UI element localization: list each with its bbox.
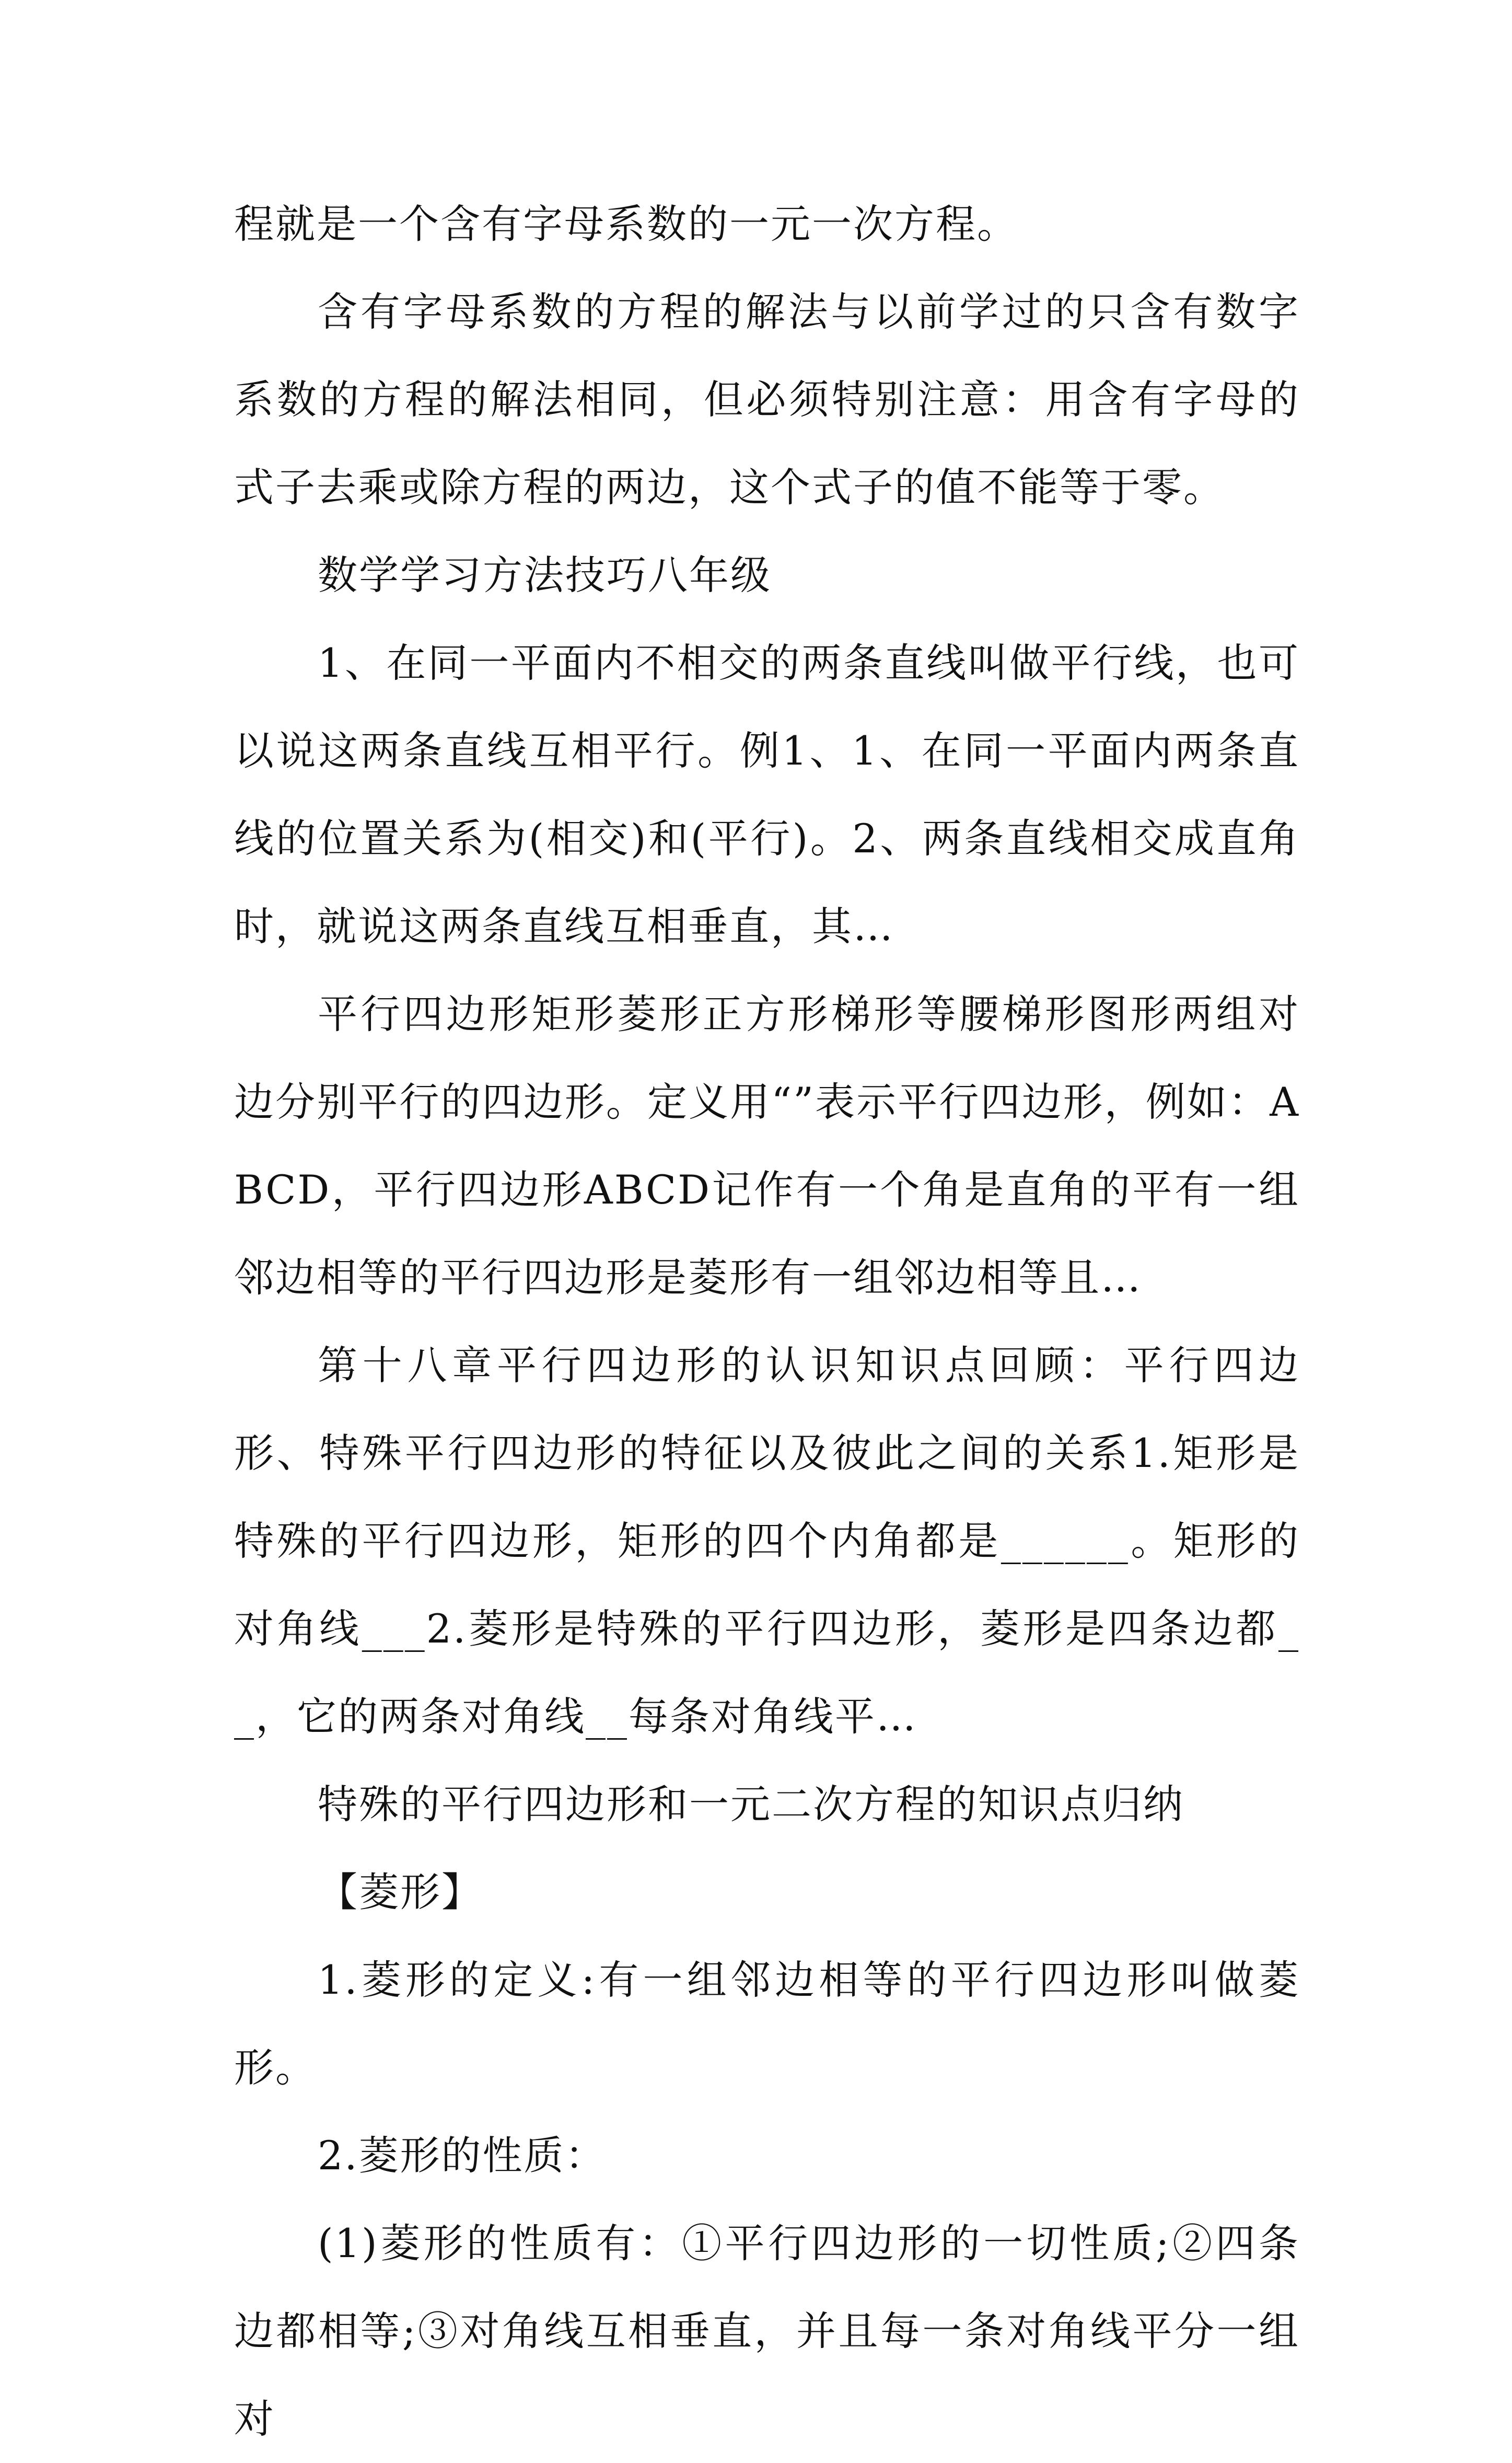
paragraph-2: 含有字母系数的方程的解法与以前学过的只含有数字系数的方程的解法相同，但必须特别注意：用含有字母的式子去乘或除方程的两边，这个式子的值不能等于零。	[234, 288, 1300, 511]
list-item-1: 1.菱形的定义:有一组邻边相等的平行四边形叫做菱形。	[234, 1957, 1300, 2091]
paragraph-5: 第十八章平行四边形的认识知识点回顾：平行四边形、特殊平行四边形的特征以及彼此之间的关系1.矩形是特殊的平行四边形，矩形的四个内角都是______。矩形的对角线___2.菱形是特殊的平行四边形，菱形是四条边都__，它的两条对角线__每条对角线平…	[234, 1342, 1300, 1740]
section-heading-math-methods: 数学学习方法技巧八年级	[318, 552, 772, 598]
document-body	[234, 180, 1300, 2463]
paragraph-4: 平行四边形矩形菱形正方形梯形等腰梯形图形两组对边分别平行的四边形。定义用“”表示平行四边形，例如：ABCD，平行四边形ABCD记作有一个角是直角的平有一组邻边相等的平行四边形是菱形有一组邻边相等且…	[234, 991, 1300, 1301]
section-heading-summary: 特殊的平行四边形和一元二次方程的知识点归纳	[318, 1781, 1184, 1828]
paragraph-3: 1、在同一平面内不相交的两条直线叫做平行线，也可以说这两条直线互相平行。例1、1、在同一平面内两条直线的位置关系为(相交)和(平行)。2、两条直线相交成直角时，就说这两条直线互相垂直，其…	[234, 640, 1300, 950]
list-item-2: 2.菱形的性质：	[318, 2132, 607, 2179]
paragraph-1: 程就是一个含有字母系数的一元一次方程。	[234, 201, 1018, 247]
list-item-2-1: (1)菱形的性质有：①平行四边形的一切性质;②四条边都相等;③对角线互相垂直，并且每一条对角线平分一组对	[234, 2220, 1300, 2442]
subheading-rhombus: 【菱形】	[318, 1869, 483, 1915]
